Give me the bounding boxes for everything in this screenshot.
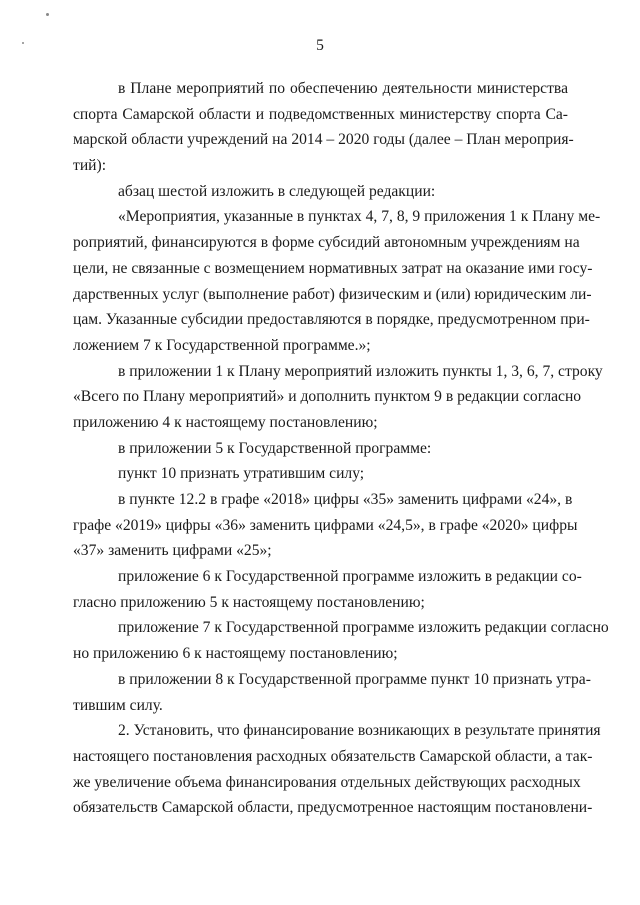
text-line: графе «2019» цифры «36» заменить цифрами «24,5», в графе «2020» цифры <box>73 516 578 534</box>
text-line: обязательств Самарской области, предусмотренное настоящим постановлени- <box>73 799 593 817</box>
text-line: ложением 7 к Государственной программе.»; <box>73 336 371 354</box>
text-line: цели, не связанные с возмещением нормативных затрат на оказание ими госу- <box>73 259 593 277</box>
text-line: настоящего постановления расходных обязательств Самарской области, а так- <box>73 747 593 765</box>
text-line: в приложении 8 к Государственной программе пункт 10 признать утра- <box>118 670 591 688</box>
page-number: 5 <box>316 37 324 54</box>
text-line: 2. Установить, что финансирование возникающих в результате принятия <box>118 722 601 740</box>
text-line: тий): <box>73 157 107 175</box>
text-line: в приложении 5 к Государственной программе: <box>118 439 432 457</box>
text-line: в Плане мероприятий по обеспечению деятельности министерства <box>118 80 568 97</box>
text-line: же увеличение объема финансирования отдельных действующих расходных <box>73 773 581 791</box>
text-line: «37» заменить цифрами «25»; <box>73 542 272 560</box>
text-line: в пункте 12.2 в графе «2018» цифры «35» заменить цифрами «24», в <box>118 491 573 508</box>
text-line: гласно приложению 5 к настоящему постановлению; <box>73 593 425 611</box>
text-line: марской области учреждений на 2014 – 2020 годы (далее – План мероприя- <box>73 131 574 149</box>
text-line: роприятий, финансируются в форме субсидий автономным учреждениям на <box>73 234 580 252</box>
text-line: приложение 6 к Государственной программе изложить в редакции со- <box>118 568 582 586</box>
text-line: «Мероприятия, указанные в пунктах 4, 7, 8, 9 приложения 1 к Плану ме- <box>118 208 601 226</box>
text-line: спорта Самарской области и подведомственных министерству спорта Са- <box>73 105 568 123</box>
text-line: но приложению 6 к настоящему постановлению; <box>73 645 398 663</box>
document-body <box>73 76 609 821</box>
text-line: пункт 10 признать утратившим силу; <box>118 465 365 483</box>
text-line: дарственных услуг (выполнение работ) физическим и (или) юридическим ли- <box>73 285 592 303</box>
text-line: приложению 4 к настоящему постановлению; <box>73 413 378 431</box>
text-line: «Всего по Плану мероприятий» и дополнить пунктом 9 в редакции согласно <box>73 388 582 406</box>
text-line: цам. Указанные субсидии предоставляются в порядке, предусмотренном при- <box>73 311 590 329</box>
text-line: абзац шестой изложить в следующей редакции: <box>118 182 436 200</box>
text-line: в приложении 1 к Плану мероприятий изложить пункты 1, 3, 6, 7, строку <box>118 362 603 380</box>
scan-speck <box>46 13 49 16</box>
text-line: приложение 7 к Государственной программе изложить редакции согласно <box>118 619 609 637</box>
scan-speck <box>22 42 24 44</box>
text-line: тившим силу. <box>73 696 163 714</box>
